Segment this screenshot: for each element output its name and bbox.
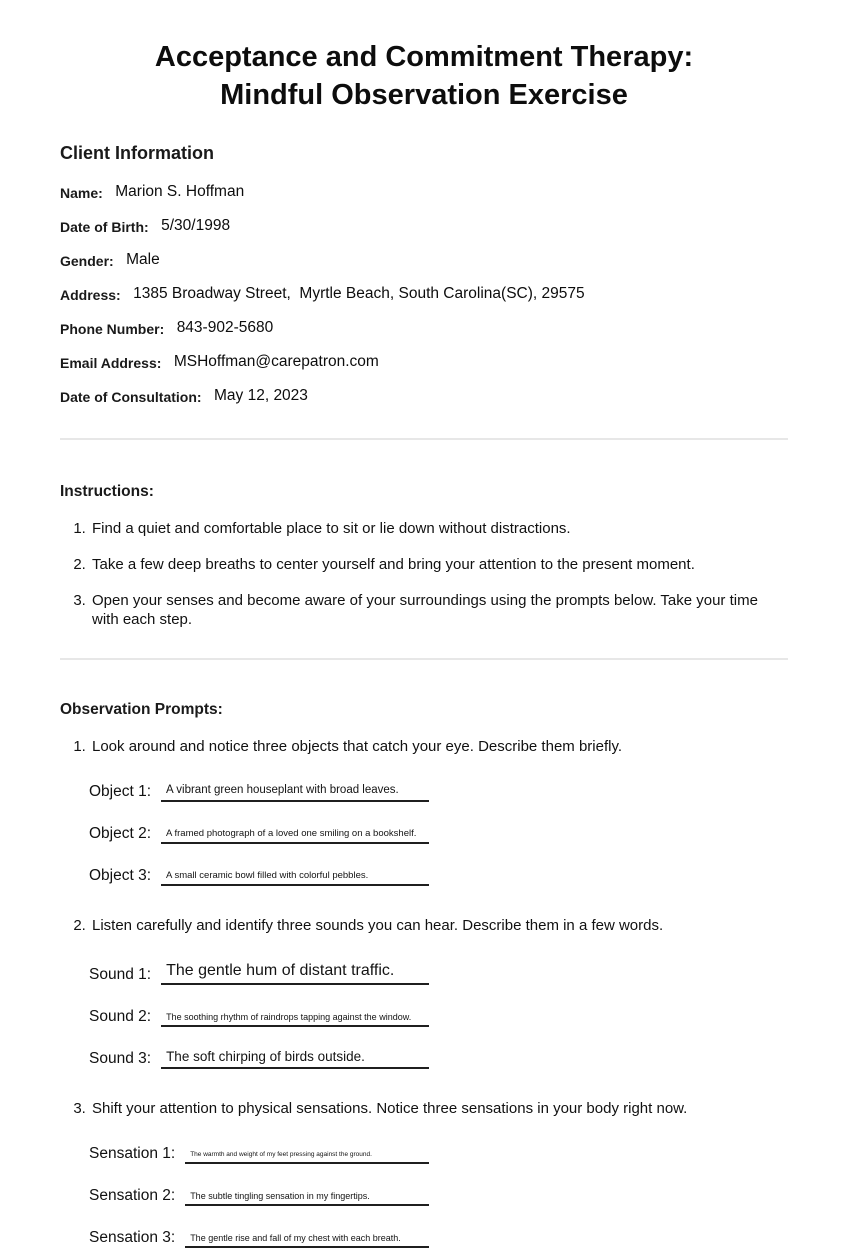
sensation-3-label: Sensation 3: (89, 1229, 176, 1246)
address-label: Address: (60, 287, 121, 303)
sound-1-label: Sound 1: (89, 966, 152, 983)
prompt-item-sounds (90, 916, 788, 1069)
answer-row-sensation-1 (89, 1136, 429, 1164)
name-value[interactable]: Marion S. Hoffman (115, 183, 245, 200)
sound-1-value: The gentle hum of distant traffic. (166, 962, 395, 979)
prompt-item-objects (90, 737, 788, 886)
prompt-text: Shift your attention to physical sensations. Notice three sensations in your body right now. (92, 1100, 688, 1117)
answer-row-object-3 (89, 858, 429, 886)
answer-row-sensation-3 (89, 1220, 429, 1248)
sound-2-field[interactable] (161, 999, 429, 1027)
object-3-value: A small ceramic bowl filled with colorful pebbles. (166, 870, 369, 881)
client-information-heading: Client Information (60, 143, 214, 163)
prompt-item-sensations (90, 1099, 788, 1248)
info-row-phone-number (60, 319, 788, 340)
object-1-field[interactable] (161, 774, 429, 802)
date-of-consultation-value[interactable]: May 12, 2023 (214, 387, 308, 404)
sensation-2-label: Sensation 2: (89, 1187, 176, 1204)
answer-row-object-1 (89, 774, 429, 802)
info-row-date-of-birth (60, 217, 788, 238)
date-of-birth-label: Date of Birth: (60, 219, 149, 235)
object-2-field[interactable] (161, 816, 429, 844)
sensation-1-value: The warmth and weight of my feet pressing against the ground. (190, 1151, 372, 1158)
object-1-value: A vibrant green houseplant with broad leaves. (166, 784, 399, 796)
sensation-3-field[interactable] (185, 1220, 429, 1248)
prompt-text: Look around and notice three objects that catch your eye. Describe them briefly. (92, 738, 623, 755)
answer-row-sound-1 (89, 957, 429, 985)
object-3-field[interactable] (161, 858, 429, 886)
sound-3-value: The soft chirping of birds outside. (166, 1049, 365, 1064)
instruction-item: 3. Open your senses and become aware of your surroundings using the prompts below. Take your time with each step. (90, 591, 788, 629)
date-of-consultation-label: Date of Consultation: (60, 389, 202, 405)
answer-row-sound-2 (89, 999, 429, 1027)
instruction-item: 2. Take a few deep breaths to center yourself and bring your attention to the present moment. (90, 555, 788, 574)
sounds-answer-group (89, 957, 788, 1069)
instructions-list (60, 519, 788, 629)
gender-label: Gender: (60, 253, 114, 269)
instructions-heading: Instructions: (60, 483, 154, 500)
sensation-3-value: The gentle rise and fall of my chest with each breath. (190, 1233, 401, 1243)
sensation-2-value: The subtle tingling sensation in my fingertips. (190, 1191, 370, 1201)
sensations-answer-group (89, 1136, 788, 1248)
sound-3-field[interactable] (161, 1041, 429, 1069)
info-row-date-of-consultation (60, 387, 788, 408)
date-of-birth-value[interactable]: 5/30/1998 (161, 217, 231, 234)
page-title-line1: Acceptance and Commitment Therapy: (154, 41, 694, 73)
phone-number-value[interactable]: 843-902-5680 (176, 319, 274, 336)
object-2-value: A framed photograph of a loved one smiling on a bookshelf. (166, 828, 417, 839)
sound-2-value: The soothing rhythm of raindrops tapping against the window. (166, 1012, 412, 1022)
sound-1-field[interactable] (161, 957, 429, 985)
phone-number-label: Phone Number: (60, 321, 165, 337)
info-row-name (60, 183, 788, 204)
email-address-value[interactable]: MSHoffman@carepatron.com (173, 353, 379, 370)
page-title-line2: Mindful Observation Exercise (220, 79, 628, 111)
gender-value[interactable]: Male (126, 251, 160, 268)
email-address-label: Email Address: (60, 355, 162, 371)
object-3-label: Object 3: (89, 867, 152, 884)
sound-3-label: Sound 3: (89, 1050, 152, 1067)
client-information-list (60, 183, 788, 408)
objects-answer-group (89, 774, 788, 886)
section-divider (60, 658, 788, 660)
sensation-1-field[interactable] (185, 1136, 429, 1164)
info-row-address (60, 285, 788, 306)
page-title (60, 38, 788, 114)
object-1-label: Object 1: (89, 783, 152, 800)
info-row-gender (60, 251, 788, 272)
sensation-2-field[interactable] (185, 1178, 429, 1206)
answer-row-object-2 (89, 816, 429, 844)
observation-prompts-list (60, 737, 788, 1248)
name-label: Name: (60, 185, 103, 201)
sound-2-label: Sound 2: (89, 1008, 152, 1025)
observation-prompts-heading: Observation Prompts: (60, 701, 223, 718)
info-row-email-address (60, 353, 788, 374)
instruction-item: 1. Find a quiet and comfortable place to sit or lie down without distractions. (90, 519, 788, 538)
address-value[interactable]: 1385 Broadway Street, Myrtle Beach, South Carolina(SC), 29575 (133, 285, 585, 302)
answer-row-sound-3 (89, 1041, 429, 1069)
sensation-1-label: Sensation 1: (89, 1145, 176, 1162)
answer-row-sensation-2 (89, 1178, 429, 1206)
section-divider (60, 438, 788, 440)
object-2-label: Object 2: (89, 825, 152, 842)
prompt-text: Listen carefully and identify three sounds you can hear. Describe them in a few words. (92, 917, 664, 934)
